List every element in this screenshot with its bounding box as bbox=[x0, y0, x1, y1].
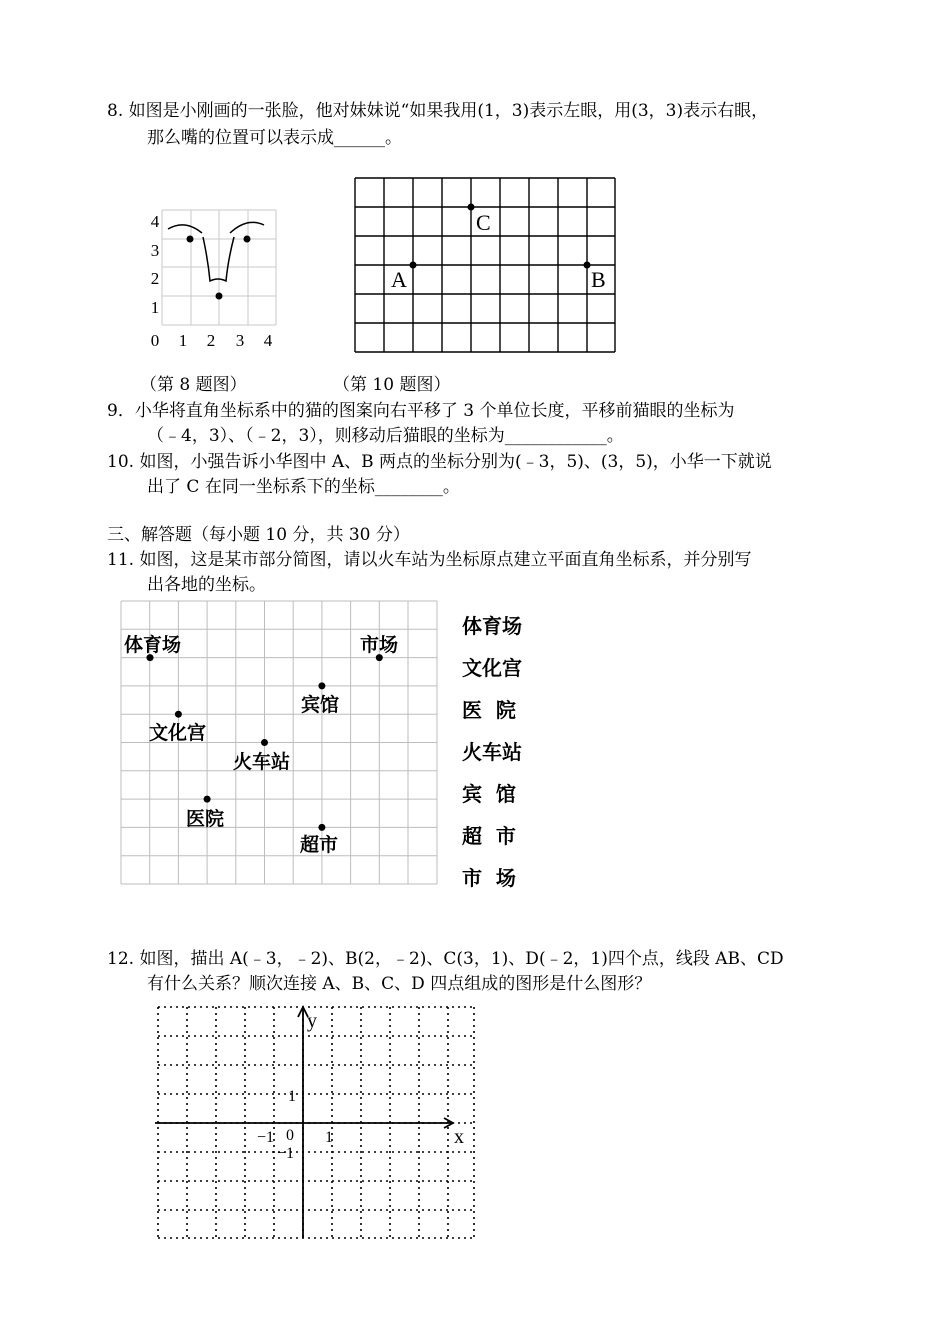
q8-xtick: 2 bbox=[206, 331, 216, 350]
dot-culture-palace bbox=[175, 711, 182, 718]
q8-ytick: 4 bbox=[150, 212, 160, 231]
label-stadium: 体育场 bbox=[124, 635, 182, 656]
q8-line2: 那么嘴的位置可以表示成______。 bbox=[147, 128, 402, 148]
q9-line1: 9．小华将直角坐标系中的猫的图案向右平移了 3 个单位长度，平移前猫眼的坐标为 bbox=[107, 401, 735, 421]
answer-label: 体育场 bbox=[462, 614, 522, 638]
dot-supermarket bbox=[318, 824, 325, 831]
answer-label: 文化宫 bbox=[462, 656, 522, 680]
point-c bbox=[468, 204, 475, 211]
right-eye bbox=[244, 236, 251, 243]
dot-train-station bbox=[261, 739, 268, 746]
point-a bbox=[410, 262, 417, 269]
tick-origin: 0 bbox=[286, 1127, 294, 1144]
q8-ytick: 1 bbox=[150, 298, 160, 317]
answer-label: 火车站 bbox=[462, 740, 522, 764]
label-hospital: 医院 bbox=[186, 809, 225, 830]
q9-line2: （﹣4，3）、（﹣2，3），则移动后猫眼的坐标为____________。 bbox=[147, 426, 624, 446]
right-eyebrow bbox=[230, 222, 264, 233]
answer-label: 医 院 bbox=[462, 698, 516, 722]
y-axis-label: y bbox=[307, 1010, 317, 1032]
section3-title: 三、解答题（每小题 10 分，共 30 分） bbox=[107, 525, 410, 545]
tick-one-x: 1 bbox=[325, 1129, 333, 1146]
q8-ytick: 2 bbox=[150, 269, 160, 288]
q8-line1: 8. 如图是小刚画的一张脸，他对妹妹说“如果我用(1，3)表示左眼，用(3，3)表示右眼， bbox=[107, 101, 769, 121]
q8-ytick: 3 bbox=[150, 241, 160, 260]
label-hotel: 宾馆 bbox=[301, 695, 340, 716]
q11-city-map bbox=[120, 600, 438, 885]
x-axis-label: x bbox=[454, 1126, 464, 1148]
q8-xtick: 4 bbox=[263, 331, 273, 350]
point-b-label: B bbox=[591, 267, 606, 292]
q12-line2: 有什么关系？顺次连接 A、B、C、D 四点组成的图形是什么图形？ bbox=[147, 974, 652, 994]
tick-one-y: 1 bbox=[288, 1088, 296, 1105]
mouth bbox=[216, 293, 223, 300]
q8-caption: （第 8 题图） bbox=[140, 375, 247, 395]
q12-coordinate-grid bbox=[155, 1005, 485, 1240]
q11-line2: 出各地的坐标。 bbox=[147, 575, 266, 595]
q10-line2: 出了 C 在同一坐标系下的坐标________。 bbox=[147, 477, 460, 497]
point-c-label: C bbox=[476, 210, 491, 235]
left-eyebrow bbox=[168, 225, 202, 233]
dot-hospital bbox=[204, 796, 211, 803]
q8-y-ticks bbox=[151, 212, 160, 317]
tick-neg-one-y: −1 bbox=[277, 1145, 295, 1162]
point-b bbox=[584, 262, 591, 269]
q12-axes bbox=[155, 1007, 453, 1238]
q12-line1: 12. 如图，描出 A(﹣3，﹣2)、B(2，﹣2)、C(3，1)、D(﹣2，1)四个点，线段 AB、CD bbox=[107, 949, 784, 969]
q8-face-figure bbox=[140, 205, 280, 355]
q11-answer-list bbox=[462, 605, 522, 899]
left-eye bbox=[187, 236, 194, 243]
q8-xtick: 0 bbox=[150, 331, 160, 350]
label-supermarket: 超市 bbox=[300, 835, 339, 856]
q10-caption: （第 10 题图） bbox=[333, 375, 451, 395]
label-train-station: 火车站 bbox=[233, 752, 291, 773]
q8-xtick: 1 bbox=[178, 331, 188, 350]
q10-line1: 10. 如图，小强告诉小华图中 A、B 两点的坐标分别为(﹣3，5)、(3，5)，小华一下就说 bbox=[107, 452, 772, 472]
label-market: 市场 bbox=[360, 635, 399, 656]
answer-label: 市 场 bbox=[462, 866, 516, 890]
answer-label: 超 市 bbox=[462, 824, 516, 848]
q8-xtick: 3 bbox=[235, 331, 245, 350]
dot-hotel bbox=[318, 682, 325, 689]
q8-grid bbox=[162, 210, 276, 325]
label-culture-palace: 文化宫 bbox=[149, 723, 207, 744]
q10-grid bbox=[355, 178, 615, 352]
q8-x-ticks bbox=[151, 331, 273, 350]
q11-line1: 11. 如图，这是某市部分简图，请以火车站为坐标原点建立平面直角坐标系，并分别写 bbox=[107, 550, 752, 570]
point-a-label: A bbox=[391, 267, 407, 292]
answer-label: 宾 馆 bbox=[462, 782, 516, 806]
q10-grid-figure bbox=[354, 177, 616, 353]
tick-neg-one-x: −1 bbox=[257, 1129, 275, 1146]
